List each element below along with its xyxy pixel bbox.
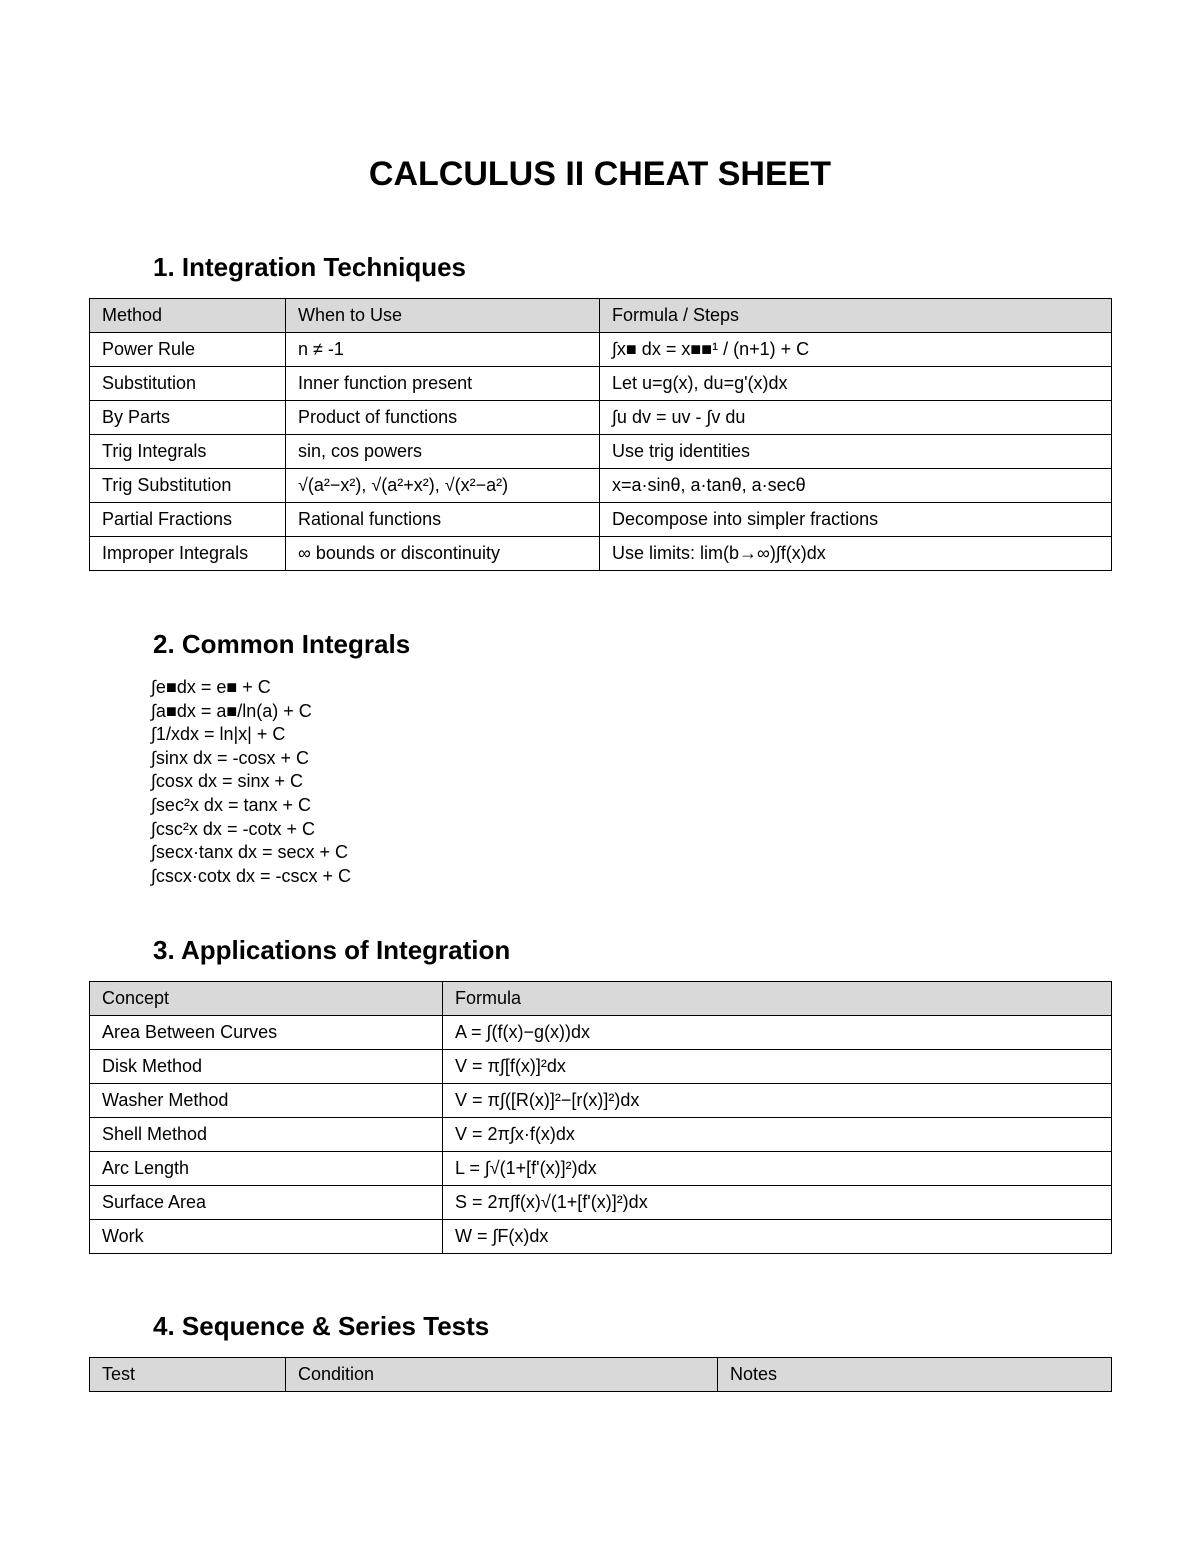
column-header: When to Use: [286, 299, 600, 333]
table-cell: Use limits: lim(b→∞)∫f(x)dx: [600, 537, 1112, 571]
table-cell: A = ∫(f(x)−g(x))dx: [443, 1016, 1112, 1050]
integration-techniques-table: [89, 298, 1112, 571]
column-header: Formula: [443, 982, 1112, 1016]
page-title: CALCULUS II CHEAT SHEET: [368, 155, 832, 193]
table-row: [90, 367, 1112, 401]
table-cell: L = ∫√(1+[f'(x)]²)dx: [443, 1152, 1112, 1186]
column-header: Test: [90, 1358, 286, 1392]
table-cell: S = 2π∫f(x)√(1+[f'(x)]²)dx: [443, 1186, 1112, 1220]
table-cell: Washer Method: [90, 1084, 443, 1118]
table-cell: ∞ bounds or discontinuity: [286, 537, 600, 571]
table-cell: Rational functions: [286, 503, 600, 537]
table-row: [90, 1016, 1112, 1050]
series-tests-table: [89, 1357, 1112, 1392]
list-item: ∫cosx dx = sinx + C: [151, 771, 303, 792]
table-cell: x=a·sinθ, a·tanθ, a·secθ: [600, 469, 1112, 503]
section-heading-series-tests: 4. Sequence & Series Tests: [153, 1311, 490, 1341]
table-cell: Work: [90, 1220, 443, 1254]
table-row: [90, 401, 1112, 435]
table-cell: W = ∫F(x)dx: [443, 1220, 1112, 1254]
table-cell: V = π∫([R(x)]²−[r(x)]²)dx: [443, 1084, 1112, 1118]
section-heading-common-integrals: 2. Common Integrals: [153, 629, 411, 659]
table-cell: Area Between Curves: [90, 1016, 443, 1050]
table-cell: By Parts: [90, 401, 286, 435]
column-header: Concept: [90, 982, 443, 1016]
table-cell: Disk Method: [90, 1050, 443, 1084]
table-cell: √(a²−x²), √(a²+x²), √(x²−a²): [286, 469, 600, 503]
table-row: [90, 435, 1112, 469]
table-cell: Decompose into simpler fractions: [600, 503, 1112, 537]
table-row: [90, 469, 1112, 503]
table-cell: Partial Fractions: [90, 503, 286, 537]
table-cell: Shell Method: [90, 1118, 443, 1152]
table-cell: Trig Integrals: [90, 435, 286, 469]
column-header: Notes: [718, 1358, 1112, 1392]
applications-table: [89, 981, 1112, 1254]
table-row: [90, 1186, 1112, 1220]
table-row: [90, 333, 1112, 367]
column-header: Method: [90, 299, 286, 333]
table-row: [90, 1118, 1112, 1152]
table-cell: Let u=g(x), du=g'(x)dx: [600, 367, 1112, 401]
table-cell: Use trig identities: [600, 435, 1112, 469]
table-cell: Power Rule: [90, 333, 286, 367]
list-item: ∫1/xdx = ln|x| + C: [151, 724, 286, 745]
table-header-row: [90, 299, 1112, 333]
list-item: ∫csc²x dx = -cotx + C: [151, 818, 315, 839]
list-item: ∫secx·tanx dx = secx + C: [151, 842, 349, 863]
table-cell: Product of functions: [286, 401, 600, 435]
section-heading-applications: 3. Applications of Integration: [153, 935, 511, 965]
table-cell: Arc Length: [90, 1152, 443, 1186]
section-heading-integration-techniques: 1. Integration Techniques: [153, 252, 467, 282]
table-cell: V = 2π∫x·f(x)dx: [443, 1118, 1112, 1152]
list-item: ∫e■dx = e■ + C: [151, 677, 271, 697]
table-row: [90, 503, 1112, 537]
common-integrals-list: [151, 676, 351, 888]
table-header-row: [90, 982, 1112, 1016]
table-cell: sin, cos powers: [286, 435, 600, 469]
table-row: [90, 1152, 1112, 1186]
table-cell: Inner function present: [286, 367, 600, 401]
table-cell: Surface Area: [90, 1186, 443, 1220]
list-item: ∫sinx dx = -cosx + C: [151, 747, 309, 768]
table-cell: Trig Substitution: [90, 469, 286, 503]
table-row: [90, 1050, 1112, 1084]
list-item: ∫sec²x dx = tanx + C: [151, 794, 311, 815]
column-header: Condition: [286, 1358, 718, 1392]
table-cell: Substitution: [90, 367, 286, 401]
table-header-row: [90, 1358, 1112, 1392]
table-cell: n ≠ -1: [286, 333, 600, 367]
table-row: [90, 1084, 1112, 1118]
list-item: ∫a■dx = a■/ln(a) + C: [151, 700, 312, 721]
table-cell: ∫u dv = uv - ∫v du: [600, 401, 1112, 435]
list-item: ∫cscx·cotx dx = -cscx + C: [151, 865, 351, 886]
table-row: [90, 1220, 1112, 1254]
table-cell: V = π∫[f(x)]²dx: [443, 1050, 1112, 1084]
column-header: Formula / Steps: [600, 299, 1112, 333]
table-cell: ∫x■ dx = x■■¹ / (n+1) + C: [600, 333, 1112, 367]
table-cell: Improper Integrals: [90, 537, 286, 571]
table-row: [90, 537, 1112, 571]
